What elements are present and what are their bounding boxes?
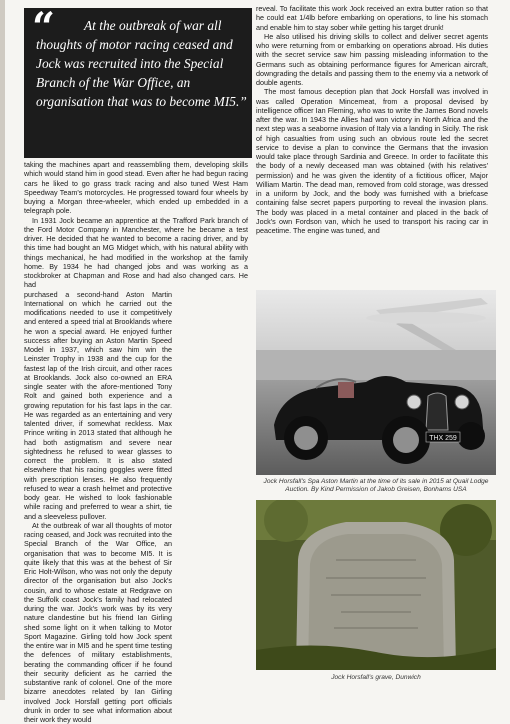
aston-martin-photo: [256, 290, 496, 475]
right-paragraph-3: The most famous deception plan that Jock Horsfall was involved in was called Operation Mincemeat, from a proposal devised by intelligence officer Ian Fleming, who was to write the James Bond novels after the war. In 1943 the Allies had won victory in North Africa and the next step was a seaborne invasion of Italy via a landing in Sicily. The risk of high casualties from using such an obvious route led the secret service to devise a plan to convince the Germans that the invasion would take place through Sardinia and Greece. In order to facilitate this the body of a newly deceased man was obtained (with his relatives' permission) and he was given the identity of a fictitious officer, Major William Martin. The dead man, removed from cold storage, was dressed in a uniform by Jock, and the body was furnished with a briefcase containing false secret papers purporting to reveal the invasion plans. The body was placed in a metal container and placed in the back of Jock's own Fordson van, which he used to transport his racing car in peacetime. The engine was tuned, and: [256, 87, 488, 235]
page-gutter: [0, 0, 5, 700]
left-paragraph-2: In 1931 Jock became an apprentice at the Trafford Park branch of the Ford Motor Company in Manchester, where he became a test driver. He decided that he wanted to become a racing driver, and by this time had bought an MG Midget which, with his natural ability with things mechanical, he had modified in the workshop at the family home. By 1934 he had changed jobs and was working as a stockbroker at Chapman and Rose and had also changed cars. He had: [24, 215, 248, 290]
left-column: [24, 160, 248, 724]
right-column: [256, 4, 488, 235]
left-paragraph-1: taking the machines apart and reassembling them, developing skills which would stand him in good stead. Even after he had begun racing cars he liked to go grass track racing and also tuned West Ham Speedway Team's motorcycles. He progressed toward four wheels by buying a Morgan three-wheeler, which ended up embedded in a telegraph pole.: [24, 160, 248, 216]
aston-martin-illustration: [256, 290, 496, 475]
car-photo-caption: Jock Horsfall's Spa Aston Martin at the time of its sale in 2015 at Quail Lodge Auction. By Kind Permission of Jakob Greisen, Bonhams USA: [263, 478, 489, 493]
grave-photo: [256, 500, 496, 670]
grave-photo-caption: Jock Horsfall's grave, Dunwich: [331, 674, 421, 681]
pull-quote: [24, 4, 252, 158]
number-plate: THX 259: [429, 435, 457, 442]
left-paragraph-3: At the outbreak of war all thoughts of motor racing ceased, and Jock was recruited into the Special Branch of the War Office, an organisation that was to become MI5. It is quite likely that this was at the behest of Sir Eric Holt-Wilson, who was not only the deputy director of the organisation but also Jock's cousin, and to whose estate at Redgrave on the Suffolk coast Jock's family had relocated during the war. Jock's work was by its very nature clandestine but his friend Ian Girling shed some light on it when talking to Motor Sport Magazine. Girling told how Jock spent the entire war in MI5 and he spent time testing the defences of military establishments, berating the commanding officer if he found their security deficient as he carried the substantive rank of colonel. One of the more bizarre anecdotes related by Ian Girling involved Jock Horsfall getting port officials drunk in order to see what information about their work they would: [24, 520, 172, 724]
right-paragraph-1: reveal. To facilitate this work Jock received an extra butter ration so that he could eat 1/4lb before embarking on operations, to line his stomach and enable him to stay sober while getting his target drunk!: [256, 4, 488, 32]
left-paragraph-2-continued: purchased a second-hand Aston Martin International on which he carried out the modifications needed to use it competitively and entered a speed trial at Brooklands where he won a special award. He enjoyed further success after buying an Aston Martin Speed Model in 1937, which saw him win the Leinster Trophy in 1938 and the cup for the fastest lap of the Irish circuit, and other races at Brooklands. Jock also co-owned an ERA single seater with the afore-mentioned Tony Rolt and gained both experience and a growing reputation for his fast laps in the car. He was regarded as an entertaining and very talented driver, if somewhat reckless. Max Prince writing in 2013 stated that although he had both astigmatism and severe near sightedness he refused to wear glasses to correct the problem. It is also stated elsewhere that his racing goggles were fitted with prescription lenses. He also frequently refused to wear a crash helmet and protective body gear. He wished to look fashionable while racing and preferred to wear a shirt, tie and a sleeveless pullover.: [24, 289, 172, 521]
pull-quote-text: At the outbreak of war all thoughts of motor racing ceased and Jock was recruited into the Special Branch of the War Office, an organisation that was to become MI5.”: [36, 18, 247, 109]
gravestone-illustration: [256, 500, 496, 670]
right-paragraph-2: He also utilised his driving skills to collect and deliver secret agents who were returning from or embarking on operations abroad. His duties with the secret service saw him passing misleading information to the Germans such as obtaining performance figures for American aircraft, downgrading the details and passing them to the enemy via a network of double agents.: [256, 31, 488, 87]
quote-mark-icon: “: [32, 4, 56, 51]
